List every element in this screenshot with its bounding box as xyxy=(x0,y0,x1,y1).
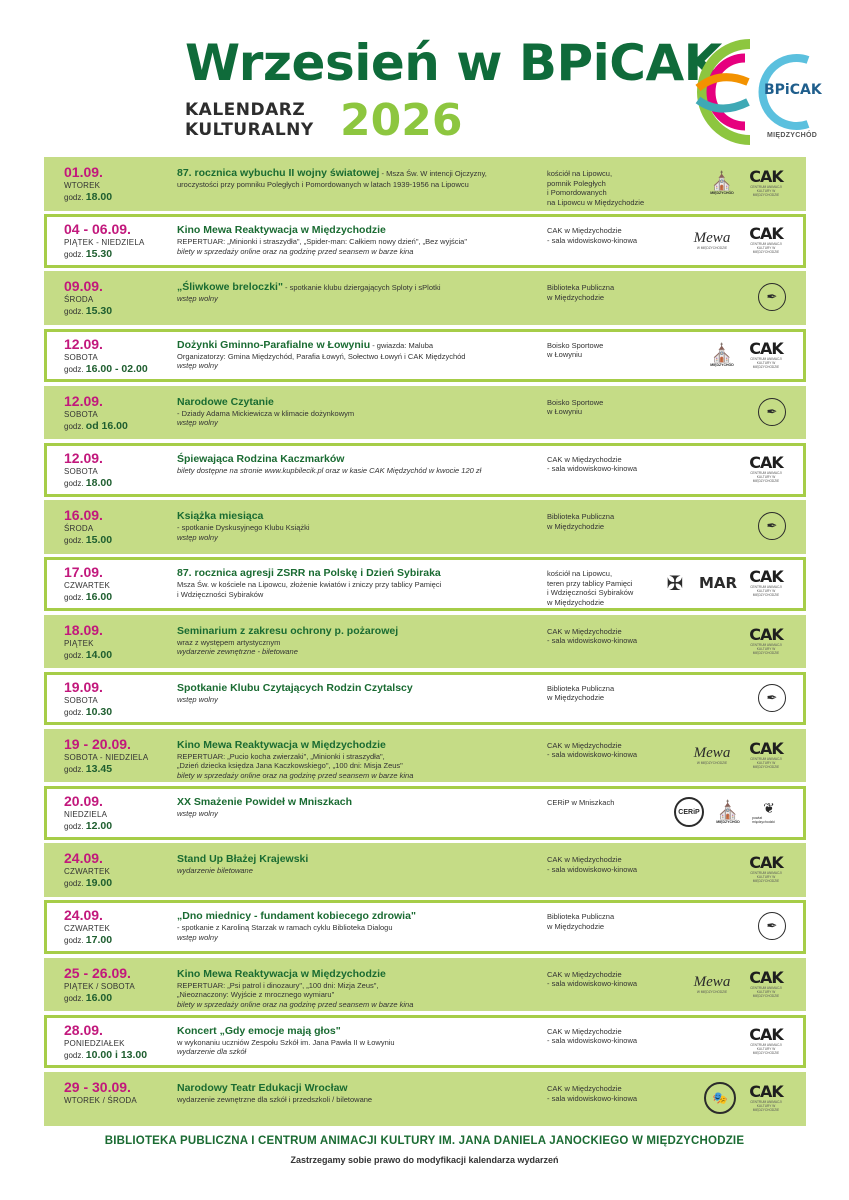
event-time-value: 15.30 xyxy=(85,305,113,318)
event-place xyxy=(547,855,687,874)
event-time-value: 13.45 xyxy=(85,762,113,775)
place-line: kościół na Lipowcu, xyxy=(547,169,613,178)
event-day: CZWARTEK xyxy=(64,924,111,934)
event-row xyxy=(44,786,806,840)
miedzychod-crest-icon xyxy=(708,166,736,200)
event-time: godz. 15.30 xyxy=(64,305,113,318)
event-note: wstęp wolny xyxy=(177,418,218,428)
place-line: - sala widowiskowo-kinowa xyxy=(547,636,638,645)
event-title: Książka miesiąca xyxy=(177,510,264,523)
place-line: Biblioteka Publiczna xyxy=(547,683,615,693)
event-description xyxy=(177,1038,547,1057)
crest-text: MIĘDZYCHÓD xyxy=(710,362,734,367)
event-note: wstęp wolny xyxy=(177,694,218,704)
event-time-value: 10.00 i 13.00 xyxy=(85,1048,148,1061)
cak-logo-subtext: CENTRUM ANIMACJI KULTURY W MIĘDZYCHODZIE xyxy=(750,585,782,598)
cak-logo-subtext: CENTRUM ANIMACJI KULTURY W MIĘDZYCHODZIE xyxy=(750,242,782,255)
cak-logo-subtext: CENTRUM ANIMACJI KULTURY W MIĘDZYCHODZIE xyxy=(750,642,782,655)
event-note: bilety dostępne na stronie www.kupbilecik.pl oraz w kasie CAK Międzychód w kwocie 120 zł xyxy=(177,465,482,475)
event-logos xyxy=(758,280,786,314)
cak-logo-icon xyxy=(746,1081,786,1115)
event-logos xyxy=(746,624,786,658)
event-day: SOBOTA xyxy=(64,466,98,476)
cak-logo-icon xyxy=(746,566,786,600)
event-logos xyxy=(746,452,786,486)
place-line: Boisko Sportowe xyxy=(547,340,604,350)
event-note: bilety w sprzedaży online oraz na godzinę przed seansem w barze kina xyxy=(177,246,414,256)
event-place xyxy=(547,970,687,989)
cak-logo-subtext: CENTRUM ANIMACJI KULTURY W MIĘDZYCHODZIE xyxy=(750,1100,782,1112)
place-line: - sala widowiskowo-kinowa xyxy=(547,864,638,874)
event-note: wstęp wolny xyxy=(177,361,218,371)
cak-logo-subtext: CENTRUM ANIMACJI KULTURY W MIĘDZYCHODZIE xyxy=(750,1042,782,1055)
event-place xyxy=(547,398,687,417)
event-logos xyxy=(758,681,786,715)
place-line: w Łowyniu xyxy=(547,350,583,360)
event-place xyxy=(547,283,687,302)
event-time-value: 10.30 xyxy=(85,705,113,718)
cak-logo-icon xyxy=(746,624,786,658)
event-logos xyxy=(704,1081,786,1115)
event-description xyxy=(177,352,547,371)
event-date: 04 - 06.09. xyxy=(64,221,131,238)
cak-logo-text: CAK xyxy=(749,1024,783,1044)
place-line: CAK w Międzychodzie xyxy=(547,1084,622,1093)
event-row xyxy=(44,900,806,954)
cak-logo-text: CAK xyxy=(749,1082,783,1101)
place-line: w Międzychodzie xyxy=(547,597,605,607)
event-time: godz. 12.00 xyxy=(64,820,113,833)
event-title: Kino Mewa Reaktywacja w Międzychodzie xyxy=(177,224,386,237)
event-note: wstęp wolny xyxy=(177,932,218,942)
place-line: w Międzychodzie xyxy=(547,921,605,931)
event-logos xyxy=(688,967,786,1001)
cak-logo-text: CAK xyxy=(749,167,783,186)
event-time: godz. 16.00 xyxy=(64,591,113,604)
place-line: CAK w Międzychodzie xyxy=(547,226,622,236)
description-line: „Nieoznaczony: Wyjście z mrocznego wymiaru" xyxy=(177,990,335,1000)
events-list xyxy=(44,157,806,1129)
event-note: wstęp wolny xyxy=(177,532,218,542)
event-logos xyxy=(708,166,786,200)
kino-mewa-logo-icon xyxy=(688,740,736,770)
cak-logo-text: CAK xyxy=(749,452,783,472)
event-time-value: 19.00 xyxy=(85,877,113,890)
event-time: godz. 19.00 xyxy=(64,877,113,890)
cak-logo-subtext: CENTRUM ANIMACJI KULTURY W MIĘDZYCHODZIE xyxy=(750,470,782,483)
place-line: CAK w Międzychodzie xyxy=(547,1026,622,1036)
teatr-logo-icon: 🎭 xyxy=(704,1082,736,1114)
cak-logo-icon xyxy=(746,223,786,257)
event-place xyxy=(547,226,687,245)
mewa-logo-text: Mewa xyxy=(693,973,731,990)
event-description xyxy=(177,180,547,190)
event-title: Koncert „Gdy emocje mają głos" xyxy=(177,1024,341,1037)
subtitle-line1: KALENDARZ xyxy=(185,100,306,120)
event-time: godz. 14.00 xyxy=(64,648,113,661)
event-title: Kino Mewa Reaktywacja w Międzychodzie xyxy=(177,738,386,751)
event-time-value: 17.00 xyxy=(85,934,113,947)
event-time: godz. 10.30 xyxy=(64,705,113,718)
miedzychod-crest-icon xyxy=(714,795,742,829)
description-line: REPERTUAR: „Pucio kocha zwierzaki", „Minionki i straszydła", xyxy=(177,751,385,761)
mar-logo-icon: MAR xyxy=(698,574,738,593)
cak-logo-text: CAK xyxy=(749,567,783,587)
place-line: CAK w Międzychodzie xyxy=(547,626,622,636)
event-time-value: 16.00 xyxy=(85,591,113,604)
crest-glyph-icon: ⛪ xyxy=(710,171,734,191)
event-day: PIĄTEK - NIEDZIELA xyxy=(64,238,145,248)
place-line: - sala widowiskowo-kinowa xyxy=(547,750,638,760)
event-time: godz. 13.45 xyxy=(64,762,113,775)
event-logos xyxy=(660,566,786,600)
event-day: SOBOTA xyxy=(64,352,98,362)
library-logo-icon: ✒ xyxy=(758,912,786,940)
event-logos xyxy=(674,795,786,829)
event-time-value: 18.00 xyxy=(85,191,113,203)
cak-logo-icon xyxy=(746,452,786,486)
event-date: 12.09. xyxy=(64,335,103,352)
event-row xyxy=(44,500,806,554)
event-description xyxy=(177,466,547,476)
event-day: ŚRODA xyxy=(64,524,94,534)
event-date: 24.09. xyxy=(64,850,103,867)
event-day: SOBOTA - NIEDZIELA xyxy=(64,752,149,762)
cak-logo-icon xyxy=(746,967,786,1001)
event-place xyxy=(547,1027,687,1046)
event-time-value: 16.00 - 02.00 xyxy=(85,362,148,375)
event-title: Seminarium z zakresu ochrony p. pożarowej xyxy=(177,624,399,637)
event-time: godz. 17.00 xyxy=(64,934,113,947)
event-logos xyxy=(688,223,786,257)
place-line: i Pomordowanych xyxy=(547,188,607,197)
subtitle-line2: KULTURALNY xyxy=(185,120,314,140)
place-line: Boisko Sportowe xyxy=(547,397,604,407)
crest-glyph-icon: ⛪ xyxy=(710,342,734,363)
event-logos xyxy=(758,395,786,429)
description-line: i Wdzięczności Sybiraków xyxy=(177,589,264,599)
page-title: Wrzesień w BPiCAK xyxy=(185,34,722,92)
description-line: uroczystości przy pomniku Poległych i Pomordowanych w latach 1939-1956 na Lipowcu xyxy=(177,180,469,189)
event-place xyxy=(547,684,687,703)
event-day: PIĄTEK / SOBOTA xyxy=(64,981,135,991)
event-note: wstęp wolny xyxy=(177,294,218,304)
crest-glyph-icon: ⛪ xyxy=(716,800,740,821)
place-line: kościół na Lipowcu, xyxy=(547,569,613,579)
event-place xyxy=(547,512,687,531)
place-line: w Łowyniu xyxy=(547,407,583,417)
event-title: „Dno miednicy - fundament kobiecego zdrowia" xyxy=(177,910,416,923)
event-title: Śpiewająca Rodzina Kaczmarków xyxy=(177,452,345,465)
library-logo-icon: ✒ xyxy=(758,684,786,712)
event-date: 12.09. xyxy=(64,449,103,466)
cak-logo-text: CAK xyxy=(749,738,783,758)
description-line: Msza Św. w kościele na Lipowcu, złożenie kwiatów i zniczy przy tablicy Pamięci xyxy=(177,580,442,590)
event-date: 25 - 26.09. xyxy=(64,964,131,981)
cak-logo-icon xyxy=(746,852,786,886)
event-day: CZWARTEK xyxy=(64,867,111,877)
place-line: CERiP w Mniszkach xyxy=(547,798,615,808)
event-place xyxy=(547,798,687,808)
event-note: wydarzenie biletowane xyxy=(177,866,253,876)
event-row xyxy=(44,157,806,211)
mewa-logo-text: Mewa xyxy=(693,230,731,247)
logo-city: MIĘDZYCHÓD xyxy=(767,132,818,139)
event-date: 09.09. xyxy=(64,278,103,295)
description-line: wraz z występem artystycznym xyxy=(177,637,281,647)
event-date: 19 - 20.09. xyxy=(64,735,131,752)
cak-logo-subtext: CENTRUM ANIMACJI KULTURY W MIĘDZYCHODZIE xyxy=(750,756,782,769)
place-line: w Międzychodzie xyxy=(547,292,605,302)
event-note: bilety w sprzedaży online oraz na godzinę przed seansem w barze kina xyxy=(177,999,414,1009)
cak-logo-icon xyxy=(746,166,786,200)
event-description xyxy=(177,294,547,304)
event-row xyxy=(44,615,806,669)
event-day: ŚRODA xyxy=(64,295,94,305)
cak-logo-subtext: CENTRUM ANIMACJI KULTURY W MIĘDZYCHODZIE xyxy=(750,871,782,884)
event-title-detail: - Msza Św. W intencji Ojczyzny, xyxy=(379,169,487,178)
event-date: 17.09. xyxy=(64,564,103,581)
event-description xyxy=(177,638,547,657)
event-day: CZWARTEK xyxy=(64,581,111,591)
event-description xyxy=(177,1095,547,1105)
place-line: - sala widowiskowo-kinowa xyxy=(547,1036,638,1046)
header xyxy=(0,0,849,150)
event-description xyxy=(177,237,547,256)
cak-logo-text: CAK xyxy=(749,338,783,358)
event-time-value: od 16.00 xyxy=(85,419,128,432)
event-description xyxy=(177,809,547,819)
kino-mewa-logo-icon xyxy=(688,225,736,255)
library-logo-icon: ✒ xyxy=(758,398,786,426)
event-time: godz. od 16.00 xyxy=(64,419,128,432)
sybiracy-emblem-icon: ✠ xyxy=(666,572,684,595)
event-row xyxy=(44,843,806,897)
description-line: - Dziady Adama Mickiewicza w klimacie dożynkowym xyxy=(177,408,355,418)
event-date: 01.09. xyxy=(64,164,103,180)
cak-logo-text: CAK xyxy=(749,853,783,873)
description-line: wydarzenie zewnętrzne dla szkół i przedszkoli / biletowane xyxy=(177,1095,373,1104)
event-day: NIEDZIELA xyxy=(64,810,108,820)
cak-logo-subtext: CENTRUM ANIMACJI KULTURY W MIĘDZYCHODZIE xyxy=(750,185,782,197)
place-line: CAK w Międzychodzie xyxy=(547,855,622,865)
cak-logo-text: CAK xyxy=(749,624,783,644)
mewa-logo-text: Mewa xyxy=(693,744,731,761)
event-day: WTOREK xyxy=(64,181,101,190)
event-time-value: 15.30 xyxy=(85,248,113,261)
event-day: PIĄTEK xyxy=(64,638,94,648)
place-line: i Wdzięczności Sybiraków xyxy=(547,588,634,598)
event-logos xyxy=(688,738,786,772)
event-row xyxy=(44,1072,806,1126)
place-line: Biblioteka Publiczna xyxy=(547,283,615,293)
cak-logo-icon xyxy=(746,338,786,372)
kino-mewa-logo-icon xyxy=(688,969,736,999)
event-time-value: 14.00 xyxy=(85,648,113,661)
event-place xyxy=(547,912,687,931)
description-line: REPERTUAR: „Minionki i straszydła", „Spider-man: Całkiem nowy dzień", „Bez wyjścia" xyxy=(177,237,468,247)
event-day: SOBOTA xyxy=(64,695,98,705)
event-place xyxy=(547,169,687,207)
event-title: Stand Up Błażej Krajewski xyxy=(177,853,309,866)
event-time: godz. 16.00 xyxy=(64,991,113,1004)
event-place xyxy=(547,741,687,760)
mewa-logo-subtext: W MIĘDZYCHODZIE xyxy=(696,989,728,994)
cak-logo-icon xyxy=(746,738,786,772)
event-title: Spotkanie Klubu Czytających Rodzin Czytalscy xyxy=(177,681,413,694)
event-time: godz. 18.00 xyxy=(64,476,113,489)
place-line: teren przy tablicy Pamięci xyxy=(547,578,633,588)
event-time: godz. 18.00 xyxy=(64,191,113,203)
mewa-logo-subtext: W MIĘDZYCHODZIE xyxy=(696,246,728,251)
place-line: - sala widowiskowo-kinowa xyxy=(547,235,638,245)
event-row xyxy=(44,729,806,783)
library-logo-icon: ✒ xyxy=(758,283,786,311)
event-title: XX Smażenie Powideł w Mniszkach xyxy=(177,796,353,809)
event-note: bilety w sprzedaży online oraz na godzinę przed seansem w barze kina xyxy=(177,770,414,780)
description-line: REPERTUAR: „Psi patrol i dinozaury", „100 dni: Mizja Zeus", xyxy=(177,980,379,990)
description-line: - spotkanie z Karoliną Starzak w ramach cyklu Biblioteka Dialogu xyxy=(177,923,393,933)
cak-logo-text: CAK xyxy=(749,224,783,244)
place-line: - sala widowiskowo-kinowa xyxy=(547,464,638,474)
event-date: 18.09. xyxy=(64,621,103,638)
event-note: wstęp wolny xyxy=(177,809,218,819)
event-description xyxy=(177,923,547,942)
event-description xyxy=(177,409,547,428)
event-title: 87. rocznica agresji ZSRR na Polskę i Dzień Sybiraka xyxy=(177,567,441,580)
event-row xyxy=(44,958,806,1012)
event-place xyxy=(547,1084,687,1103)
description-line: Organizatorzy: Gmina Międzychód, Parafia Łowyń, Sołectwo Łowyń i CAK Międzychód xyxy=(177,351,466,361)
footer-institution: BIBLIOTEKA PUBLICZNA I CENTRUM ANIMACJI KULTURY IM. JANA DANIELA JANOCKIEGO W MIĘDZYCHODZIE xyxy=(104,1135,745,1147)
place-line: CAK w Międzychodzie xyxy=(547,740,622,750)
event-row xyxy=(44,271,806,325)
place-line: w Międzychodzie xyxy=(547,521,605,531)
event-logos xyxy=(708,338,786,372)
year-label: 2026 xyxy=(340,95,463,146)
place-line: CAK w Międzychodzie xyxy=(547,969,622,979)
event-description xyxy=(177,523,547,542)
description-line: - spotkanie Dyskusyjnego Klubu Książki xyxy=(177,523,310,533)
event-logos xyxy=(758,909,786,943)
event-row xyxy=(44,557,806,611)
event-day: SOBOTA xyxy=(64,409,98,419)
event-time: godz. 10.00 i 13.00 xyxy=(64,1048,148,1061)
place-line: na Lipowcu w Międzychodzie xyxy=(547,197,645,207)
event-title: 87. rocznica wybuchu II wojny światowej - Msza Św. W intencji Ojczyzny, xyxy=(177,167,487,179)
powiat-glyph-icon: ❦ xyxy=(763,800,775,817)
event-date: 28.09. xyxy=(64,1021,103,1038)
event-title-detail: - gwiazda: Maluba xyxy=(370,340,434,350)
description-line: w wykonaniu uczniów Zespołu Szkół im. Jana Pawła II w Łowyniu xyxy=(177,1037,395,1047)
event-title: „Śliwkowe breloczki" - spotkanie klubu dziergających Sploty i sPlotki xyxy=(177,281,441,294)
event-time: godz. 15.30 xyxy=(64,248,113,261)
event-title-detail: - spotkanie klubu dziergających Sploty i sPlotki xyxy=(282,283,441,293)
event-time: godz. 15.00 xyxy=(64,534,113,547)
place-line: Biblioteka Publiczna xyxy=(547,512,615,522)
event-day: WTOREK / ŚRODA xyxy=(64,1096,137,1105)
event-day: PONIEDZIAŁEK xyxy=(64,1038,125,1048)
event-place xyxy=(547,455,687,474)
event-date: 20.09. xyxy=(64,793,103,810)
event-logos xyxy=(746,852,786,886)
event-logos xyxy=(758,509,786,543)
event-description xyxy=(177,580,547,599)
cak-logo-icon xyxy=(746,1024,786,1058)
event-description xyxy=(177,752,547,781)
event-note: wydarzenie dla szkół xyxy=(177,1047,247,1057)
cak-logo-subtext: CENTRUM ANIMACJI KULTURY W MIĘDZYCHODZIE xyxy=(750,356,782,369)
logo-text: BPiCAK xyxy=(764,82,822,98)
event-row xyxy=(44,1015,806,1069)
event-row xyxy=(44,214,806,268)
crest-text: MIĘDZYCHÓD xyxy=(710,191,734,195)
event-place xyxy=(547,627,687,646)
event-description xyxy=(177,981,547,1010)
crest-text: MIĘDZYCHÓD xyxy=(716,820,740,825)
event-description xyxy=(177,866,547,876)
miedzychod-crest-icon xyxy=(708,338,736,372)
event-date: 24.09. xyxy=(64,907,103,924)
event-description xyxy=(177,695,547,705)
event-title: Dożynki Gminno-Parafialne w Łowyniu - gwiazda: Maluba xyxy=(177,338,434,351)
event-row xyxy=(44,329,806,383)
event-date: 19.09. xyxy=(64,678,103,695)
powiat-logo-text: powiat międzychodzki xyxy=(752,816,775,825)
event-time-value: 12.00 xyxy=(85,820,113,833)
footer-disclaimer: Zastrzegamy sobie prawo do modyfikacji kalendarza wydarzeń xyxy=(290,1155,559,1165)
event-time-value: 15.00 xyxy=(85,534,113,547)
event-place xyxy=(547,341,687,360)
place-line: - sala widowiskowo-kinowa xyxy=(547,1093,638,1103)
event-date: 12.09. xyxy=(64,392,103,409)
event-time-value: 16.00 xyxy=(85,991,113,1004)
library-logo-icon: ✒ xyxy=(758,512,786,540)
powiat-logo-icon xyxy=(752,795,786,829)
event-row xyxy=(44,672,806,726)
place-line: pomnik Poległych xyxy=(547,178,606,188)
cerip-logo-icon: CERiP xyxy=(674,797,704,827)
event-date: 29 - 30.09. xyxy=(64,1079,131,1095)
cak-logo-text: CAK xyxy=(749,967,783,987)
place-line: - sala widowiskowo-kinowa xyxy=(547,979,638,989)
place-line: w Międzychodzie xyxy=(547,693,605,703)
mewa-logo-subtext: W MIĘDZYCHODZIE xyxy=(696,760,728,765)
event-title: Narodowe Czytanie xyxy=(177,395,274,408)
event-row xyxy=(44,443,806,497)
event-note: wydarzenie zewnętrzne - biletowane xyxy=(177,647,298,656)
page-subtitle xyxy=(185,100,314,140)
cak-logo-subtext: CENTRUM ANIMACJI KULTURY W MIĘDZYCHODZIE xyxy=(750,985,782,998)
event-title: Kino Mewa Reaktywacja w Międzychodzie xyxy=(177,967,386,980)
event-logos xyxy=(746,1024,786,1058)
description-line: „Dzień dziecka księdza Jana Kaczkowskiego", „100 dni: Misja Zeus" xyxy=(177,761,403,771)
place-line: Biblioteka Publiczna xyxy=(547,912,615,922)
event-title: Narodowy Teatr Edukacji Wrocław xyxy=(177,1082,348,1094)
event-time: godz. 16.00 - 02.00 xyxy=(64,362,148,375)
place-line: CAK w Międzychodzie xyxy=(547,454,622,464)
event-time-value: 18.00 xyxy=(85,476,113,489)
event-date: 16.09. xyxy=(64,507,103,524)
event-row xyxy=(44,386,806,440)
